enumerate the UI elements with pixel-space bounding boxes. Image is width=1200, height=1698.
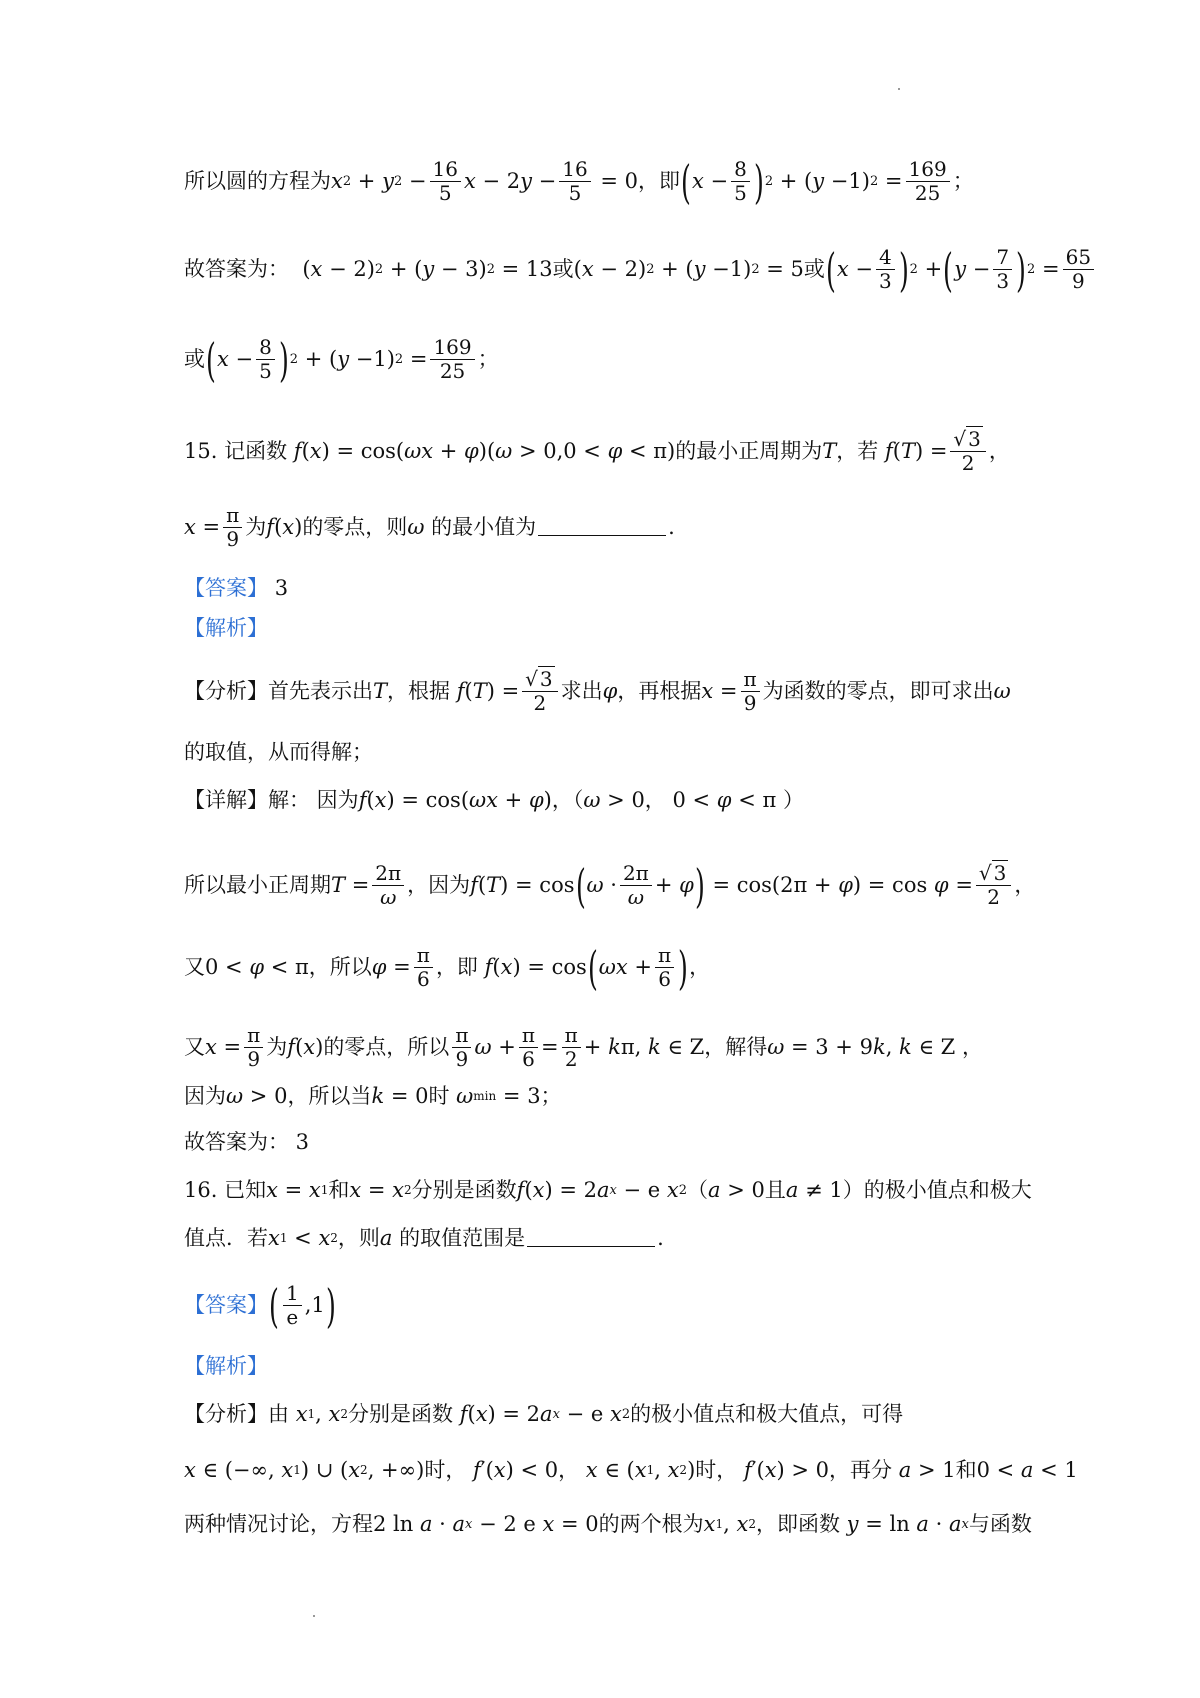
answer-line-circles-2: 或 ( x − $\frac{8}{5}$ ) 2 + ( y −1) 2 = $\frac{169}{25}$ ； xyxy=(184,332,499,387)
q15-final-answer: 故答案为： 3 xyxy=(184,1130,310,1154)
q15-answer: 【答案】 3 xyxy=(184,576,289,600)
q15-detail-1: 【详解】 解： 因为 f ( x ) = cos( ωx + φ )，（ ω > 0， 0 < φ < π ） xyxy=(184,788,804,812)
q15-jiexi-label: 【解析】 xyxy=(184,616,268,640)
question-15-line-2: x = $\frac{\pi}{9}$ 为 f ( x ) 的零点，则 ω 的最小值为 . xyxy=(184,503,675,551)
answer-blank xyxy=(527,1230,655,1247)
scan-dot xyxy=(313,1615,315,1617)
q15-detail-5: 因为 ω > 0 ，所以当 k = 0 时 ω min = 3； xyxy=(184,1084,562,1108)
scan-dot xyxy=(898,88,900,90)
question-16-line-2: 值点．若 x 1 < x 2 ，则 a 的取值范围是 . xyxy=(184,1226,664,1250)
q15-detail-2: 所以最小正周期 T = $\frac{2\pi}{\omega}$ ，因为 f ( T ) = cos ( ω · $\frac{2\pi}{\omega}$ + φ ) = cos(2π + φ ) = cos φ = $\frac{√ 3}{2}$ ， xyxy=(184,858,1036,913)
q16-analysis-1: 【分析】 由 x 1 , x 2 分别是函数 f ( x ) = 2 a x − e x 2 的极小值点和极大值点，可得 xyxy=(184,1402,904,1426)
q16-analysis-2: x ∈ (−∞, x 1 ) ∪ ( x 2 , +∞) 时， f ′( x ) < 0 ， x ∈ ( x 1 , x 2 ) 时， f ′( x ) > 0 ，再分 a > 1 和 0 < a < 1 xyxy=(184,1458,1078,1482)
question-16-line-1: 16. 已知 x = x 1 和 x = x 2 分别是函数 f ( x ) = 2 a x − e x 2 （ a > 0 且 a ≠ 1 ）的极小值点和极大 xyxy=(184,1178,1032,1202)
q16-jiexi-label: 【解析】 xyxy=(184,1354,268,1378)
q15-detail-4: 又 x = $\frac{\pi}{9}$ 为 f ( x ) 的零点，所以 $\frac{\pi}{9}$ ω + $\frac{\pi}{6}$ = $\frac{\pi}{2}$ + k π, k ∈ Z ，解得 ω = 3 + 9 k , k ∈ Z ， xyxy=(184,1023,983,1071)
q15-analysis-1: 【分析】 首先表示出 T ，根据 f ( T ) = $\frac{√ 3}{2}$ 求出 φ ，再根据 x = $\frac{\pi}{9}$ 为函数的零点，即可求出 ω xyxy=(184,667,1011,715)
answer-blank xyxy=(538,519,666,536)
q15-analysis-2: 的取值，从而得解； xyxy=(184,740,373,764)
question-15-line-1: 15. 记函数 f ( x ) = cos( ωx + φ )( ω > 0,0 < φ < π) 的最小正周期为 T ，若 f ( T ) = $\frac{√ 3}{2}$ ， xyxy=(184,427,1010,475)
q16-answer: 【答案】 ( $\frac{1}{e}$ ,1 ) xyxy=(184,1278,336,1333)
answer-line-circles: 故答案为： ( x − 2) 2 + ( y − 3) 2 = 13 或 ( x − 2) 2 + ( y −1) 2 = 5 或 ( x − $\frac{4}{3}$ ) 2 + ( y − $\frac{7}{3}$ ) 2 = $\frac{65}{9}$ xyxy=(184,246,1097,293)
circle-equation-line-1: 所以圆的方程为 x 2 + y 2 − $\frac{16}{5}$ x − 2 y − $\frac{16}{5}$ = 0 ，即 ( x − $\frac{8}{5}$ ) 2 + ( y −1) 2 = $\frac{169}{25}$ ； xyxy=(184,154,974,209)
q15-detail-3: 又 0 < φ < π ，所以 φ = $\frac{\pi}{6}$ ，即 f ( x ) = cos ( ωx + $\frac{\pi}{6}$ ) ， xyxy=(184,940,711,995)
q16-analysis-3: 两种情况讨论，方程 2 ln a · a x − 2 e x = 0 的两个根为 x 1 , x 2 ，即函数 y = ln a · a x 与函数 xyxy=(184,1512,1032,1536)
